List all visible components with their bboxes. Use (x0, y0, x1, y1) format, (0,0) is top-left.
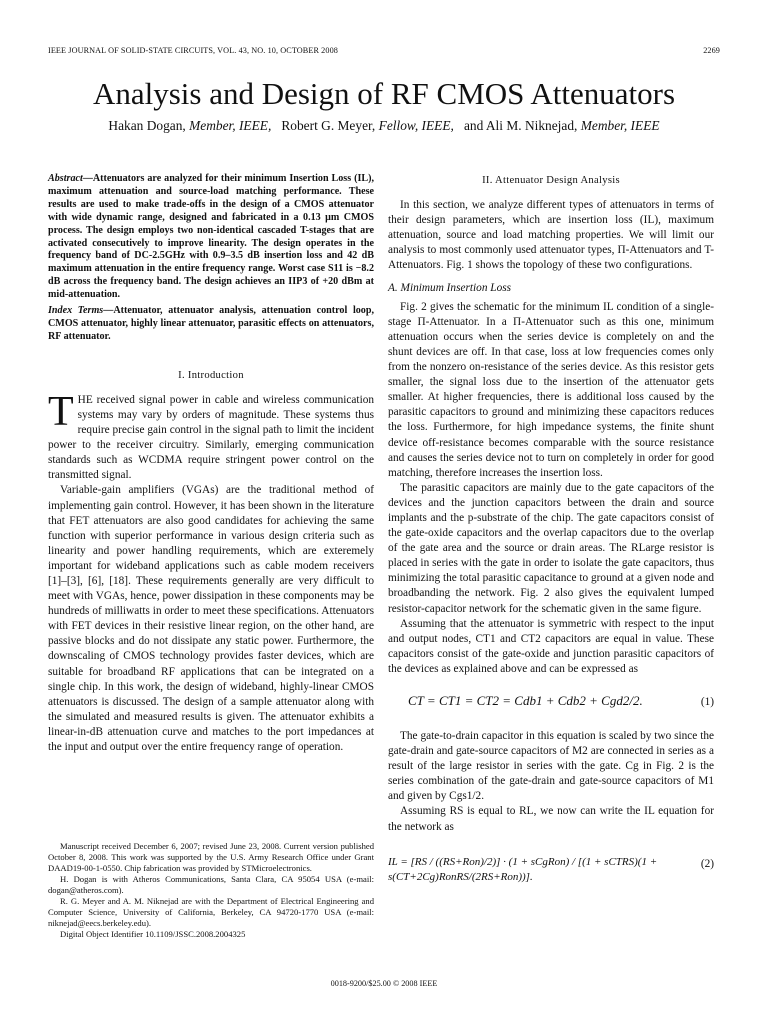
body-paragraph: Assuming RS is equal to RL, we now can write the IL equation for the network as (388, 805, 714, 833)
running-header (48, 46, 720, 60)
body-paragraph: The gate-to-drain capacitor in this equation is scaled by two since the gate-drain and gate-source capacitors of M2 are connected in series as a result of the large resistor in series with the gate. Cg in Fig. 2 is the series combination of the gate-drain and gate-source capacitors of M1 and given by Cgs1/2. (388, 730, 714, 803)
equation-2 (388, 841, 714, 891)
body-paragraph: In this section, we analyze different types of attenuators in terms of their design parameters, which are insertion loss (IL), maximum attenuation, source and load matching properties. We will limit our analysis to most commonly used attenuator types, Π-Attenuators and T-Attenuators. Fig. 1 shows the topology of these two configurations. (388, 199, 714, 272)
subsection-heading: A. Minimum Insertion Loss (388, 281, 512, 294)
abstract-text: —Attenuators are analyzed for their minimum Insertion Loss (IL), maximum attenuation and source-load matching performance. These results are used to make trade-offs in the design of a CMOS attenuator with wide dynamic range, designed and fabricated in a 0.13 μm CMOS process. The design employs two non-identical cascaded T-stages that are activated consecutively to improve linearity. The design operates in the frequency band of DC-2.5GHz with 0.9–3.5 dB insertion loss and 42 dB maximum attenuation in the entire frequency range. Worst case S11 is −8.2 dB across the frequency band. The design achieves an IIP3 of +20 dBm at mid-attenuation. (48, 173, 374, 301)
index-terms-lead: Index Terms (48, 305, 104, 317)
index-terms-text: —Attenuator, attenuator analysis, attenuation control loop, CMOS attenuator, highly linear attenuator, parasitic effects on attenuators, RF attenuator. (48, 305, 374, 342)
body-paragraph: Fig. 2 gives the schematic for the minimum IL condition of a single-stage Π-Attenuator. In a Π-Attenuator such as this one, minimum attenuation occurs when the series device is completely on and the shunt devices are off. In that case, loss at low frequencies comes only from the nonzero on-resistance of the series device. As this resistor gets smaller, the signal loss due to the insertion of the attenuator gets smaller. At higher frequencies, there is additional loss caused by the parasitic capacitors to ground and minimizing these capacitors reduces the loss. Furthermore, for high impedance systems, the finite shunt device off-resistance becomes comparable with the source resistance and causes the series device not to turn on completely in order for good matching, therefore increases the insertion loss. (388, 300, 714, 479)
index-terms (48, 305, 374, 344)
equation-1 (388, 683, 714, 723)
drop-cap: T (48, 388, 74, 435)
author-role: Fellow, IEEE, (378, 118, 454, 133)
equation-body: IL = [RS / ((RS+Ron)/2)] · (1 + sCgRon) / [(1 + sCTRS)(1 + s(CT+2Cg)RonRS/(2RS+Ron))]. (388, 855, 658, 883)
author-name: Robert G. Meyer, (281, 118, 376, 133)
abstract (48, 173, 374, 302)
abstract-lead: Abstract (48, 173, 83, 184)
author-name: Hakan Dogan, (108, 118, 186, 133)
author-name: and Ali M. Niknejad, (463, 118, 578, 133)
intro-paragraph (48, 388, 374, 484)
left-column (48, 173, 374, 755)
footnote (48, 841, 374, 940)
footnote-paragraph: R. G. Meyer and A. M. Niknejad are with the Department of Electrical Engineering and Computer Science, University of California, Berkeley, CA 94720-1770 USA (e-mail: niknejad@eecs.berkeley.edu). (48, 896, 374, 928)
equation-body: CT = CT1 = CT2 = Cdb1 + Cdb2 + Cgd2/2. (408, 693, 643, 708)
section-heading: II. Attenuator Design Analysis (482, 175, 620, 186)
intro-paragraph: Variable-gain amplifiers (VGAs) are the traditional method of implementing gain control. However, it has been shown in the literature that FET attenuators are also good candidates for achieving the same function with superior performance in various design criteria such as linearity and power handling requirements, which are exteremely important for wideband applications such as cable modem receivers [1]–[3], [6], [18]. These requirements generally are very difficult to meet with VGAs, hence, power dissipation in these components may be hundreds of milliwatts in order to meet these specifications. Attenuators with FET devices in their resistive linear region, on the other hand, are passive blocks and do not dissipate any static power. Furthermore, the downscaling of CMOS technology provides faster devices, which are suitable for broadband RF applications that can be integrated on a single chip. In this work, the design of wideband, highly-linear CMOS attenuators is discussed. The design of a sample attenuator along with the simulated and measured results is given. The attenuator exhibits a linear-in-dB attenuation curve and matches to the port impedances at the input and output over the entire frequency range of operation. (48, 484, 374, 754)
body-paragraph: Assuming that the attenuator is symmetric with respect to the input and output nodes, CT1 and CT2 capacitors are equal in value. These capacitors consist of the gate-oxide and junction parasitic capacitors of the devices as explained above and can be expressed as (388, 617, 714, 675)
page-number: 2269 (703, 46, 720, 55)
author-role: Member, IEEE, (189, 118, 272, 133)
equation-number: (2) (700, 857, 714, 870)
section-heading: I. Introduction (178, 369, 244, 381)
author-list (0, 118, 768, 134)
copyright-footer: 0018-9200/$25.00 © 2008 IEEE (330, 979, 438, 988)
right-column (388, 173, 714, 897)
journal-header: IEEE JOURNAL OF SOLID-STATE CIRCUITS, VOL. 43, NO. 10, OCTOBER 2008 (48, 46, 338, 55)
footnote-paragraph: Digital Object Identifier 10.1109/JSSC.2008.2004325 (60, 929, 246, 939)
footnote-paragraph: H. Dogan is with Atheros Communications, Santa Clara, CA 95054 USA (e-mail: dogan@atheros.com). (48, 874, 374, 895)
footnote-paragraph: Manuscript received December 6, 2007; revised June 23, 2008. Current version published October 8, 2008. This work was supported by the U.S. Army Research Office under Grant DAAD19-00-1-0550. Chip fabrication was provided by STMicroelectronics. (48, 841, 374, 873)
body-paragraph: The parasitic capacitors are mainly due to the gate capacitors of the devices and the junction capacitors between the drain and source implants and the p-substrate of the chip. The gate capacitors consist of the gate-oxide capacitors and the overlap capacitors due to the overlap of the gate area and the source or drain areas. The RLarge resistor is placed in series with the gate in order to isolate the gate capacitors, thus minimizing the total parasitic capacitance to ground at a given node and broadbanding the network. Fig. 2 also gives the equivalent lumped resistor-capacitor network for the schematic given in the same figure. (388, 481, 714, 615)
author-role: Member, IEEE (580, 118, 660, 133)
equation-number: (1) (700, 696, 714, 708)
paper-title: Analysis and Design of RF CMOS Attenuators (92, 76, 676, 111)
intro-text: HE received signal power in cable and wireless communication systems may vary by orders of magnitude. These systems thus require precise gain control in the signal path to limit the incident power to the receiver circuitry. Similarly, emerging communication standards such as WCDMA require stringent power control on the transmitted signal. (48, 393, 374, 482)
